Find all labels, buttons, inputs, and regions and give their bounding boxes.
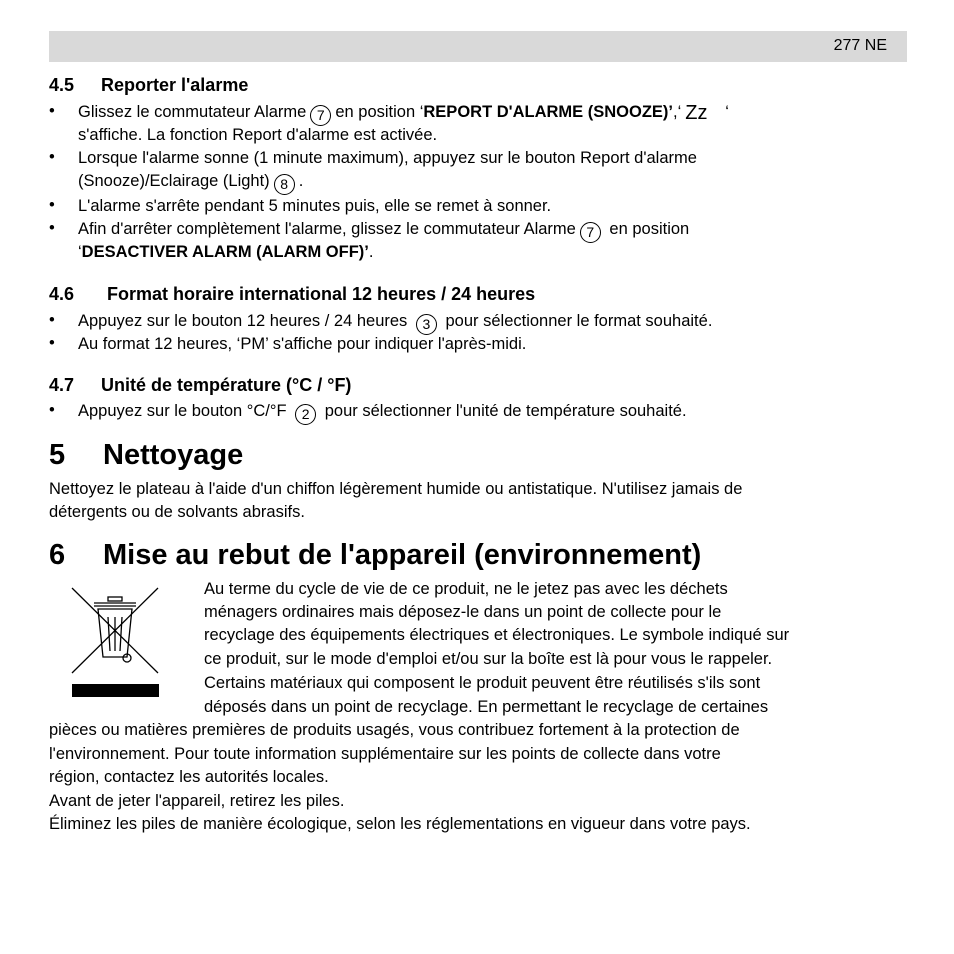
section-title: Format horaire international 12 heures / 24 heures [107, 284, 536, 304]
section-5-heading [49, 439, 243, 472]
paragraph-line: recyclage des équipements électriques et électroniques. Le symbole indiqué sur [204, 626, 790, 644]
section-title: Mise au rebut de l'appareil (environnement) [103, 539, 702, 571]
section-number: 4.5 [49, 75, 75, 95]
bullet-4-6-2: Au format 12 heures, ‘PM’ s'affiche pour indiquer l'après-midi. [78, 335, 527, 353]
paragraph-line: région, contactez les autorités locales. [49, 768, 329, 786]
bullet-icon: • [49, 219, 55, 237]
section-6-heading [49, 539, 701, 572]
page-number: 277 NE [833, 37, 887, 54]
section-title: Nettoyage [103, 439, 244, 471]
callout-7-icon: 7 [580, 222, 601, 243]
bullet-icon: • [49, 196, 55, 214]
bullet-4-5-1-cont: s'affiche. La fonction Report d'alarme est activée. [78, 126, 438, 144]
section-number: 4.7 [49, 375, 75, 395]
bullet-4-7-1: Appuyez sur le bouton °C/°F 2 pour sélectionner l'unité de température souhaité. [78, 400, 687, 425]
bullet-4-5-2: Lorsque l'alarme sonne (1 minute maximum), appuyez sur le bouton Report d'alarme [78, 149, 697, 167]
bullet-4-5-3: L'alarme s'arrête pendant 5 minutes puis, elle se remet à sonner. [78, 197, 552, 215]
page-header-bar [49, 31, 907, 62]
paragraph-line: ménagers ordinaires mais déposez-le dans un point de collecte pour le [204, 603, 722, 621]
bullet-icon: • [49, 401, 55, 419]
section-4-6-heading [49, 284, 535, 305]
paragraph-line: Avant de jeter l'appareil, retirez les piles. [49, 792, 345, 810]
callout-3-icon: 3 [416, 314, 437, 335]
paragraph-line: détergents ou de solvants abrasifs. [49, 503, 305, 521]
paragraph-line: Nettoyez le plateau à l'aide d'un chiffon légèrement humide ou antistatique. N'utilisez jamais de [49, 480, 743, 498]
paragraph-line: Éliminez les piles de manière écologique, selon les réglementations en vigueur dans votre pays. [49, 815, 751, 833]
bullet-4-5-1: Glissez le commutateur Alarme 7 en position ‘REPORT D'ALARME (SNOOZE)’,‘ Zz ‘ [78, 102, 729, 124]
section-number: 6 [49, 539, 66, 571]
bullet-icon: • [49, 334, 55, 352]
bullet-icon: • [49, 148, 55, 166]
paragraph-line: pièces ou matières premières de produits usagés, vous contribuez fortement à la protection de [49, 721, 740, 739]
bullet-4-5-2-cont: (Snooze)/Eclairage (Light) 8 . [78, 170, 303, 195]
section-title: Unité de température (°C / °F) [101, 375, 352, 395]
bullet-icon: • [49, 102, 55, 120]
paragraph-line: Au terme du cycle de vie de ce produit, ne le jetez pas avec les déchets [204, 580, 728, 598]
bullet-icon: • [49, 311, 55, 329]
paragraph-line: Certains matériaux qui composent le produit peuvent être réutilisés s'ils sont [204, 674, 761, 692]
paragraph-line: déposés dans un point de recyclage. En permettant le recyclage de certaines [204, 698, 769, 716]
bullet-4-5-4-cont: ‘DESACTIVER ALARM (ALARM OFF)’. [78, 243, 374, 261]
callout-8-icon: 8 [274, 174, 295, 195]
section-number: 5 [49, 439, 66, 471]
callout-2-icon: 2 [295, 404, 316, 425]
section-4-5-heading [49, 75, 248, 96]
section-4-7-heading [49, 375, 351, 396]
bullet-4-6-1: Appuyez sur le bouton 12 heures / 24 heures 3 pour sélectionner le format souhaité. [78, 310, 712, 335]
snooze-zz-icon: Zz [685, 102, 708, 124]
callout-7-icon: 7 [310, 105, 331, 126]
section-title: Reporter l'alarme [101, 75, 249, 95]
paragraph-line: ce produit, sur le mode d'emploi et/ou sur la boîte est là pour vous le rappeler. [204, 650, 773, 668]
bullet-4-5-4: Afin d'arrêter complètement l'alarme, glissez le commutateur Alarme 7 en position [78, 218, 689, 243]
section-number: 4.6 [49, 284, 75, 304]
paragraph-line: l'environnement. Pour toute information supplémentaire sur les points de collecte dans votre [49, 745, 721, 763]
weee-crossed-bin-icon [70, 585, 160, 699]
